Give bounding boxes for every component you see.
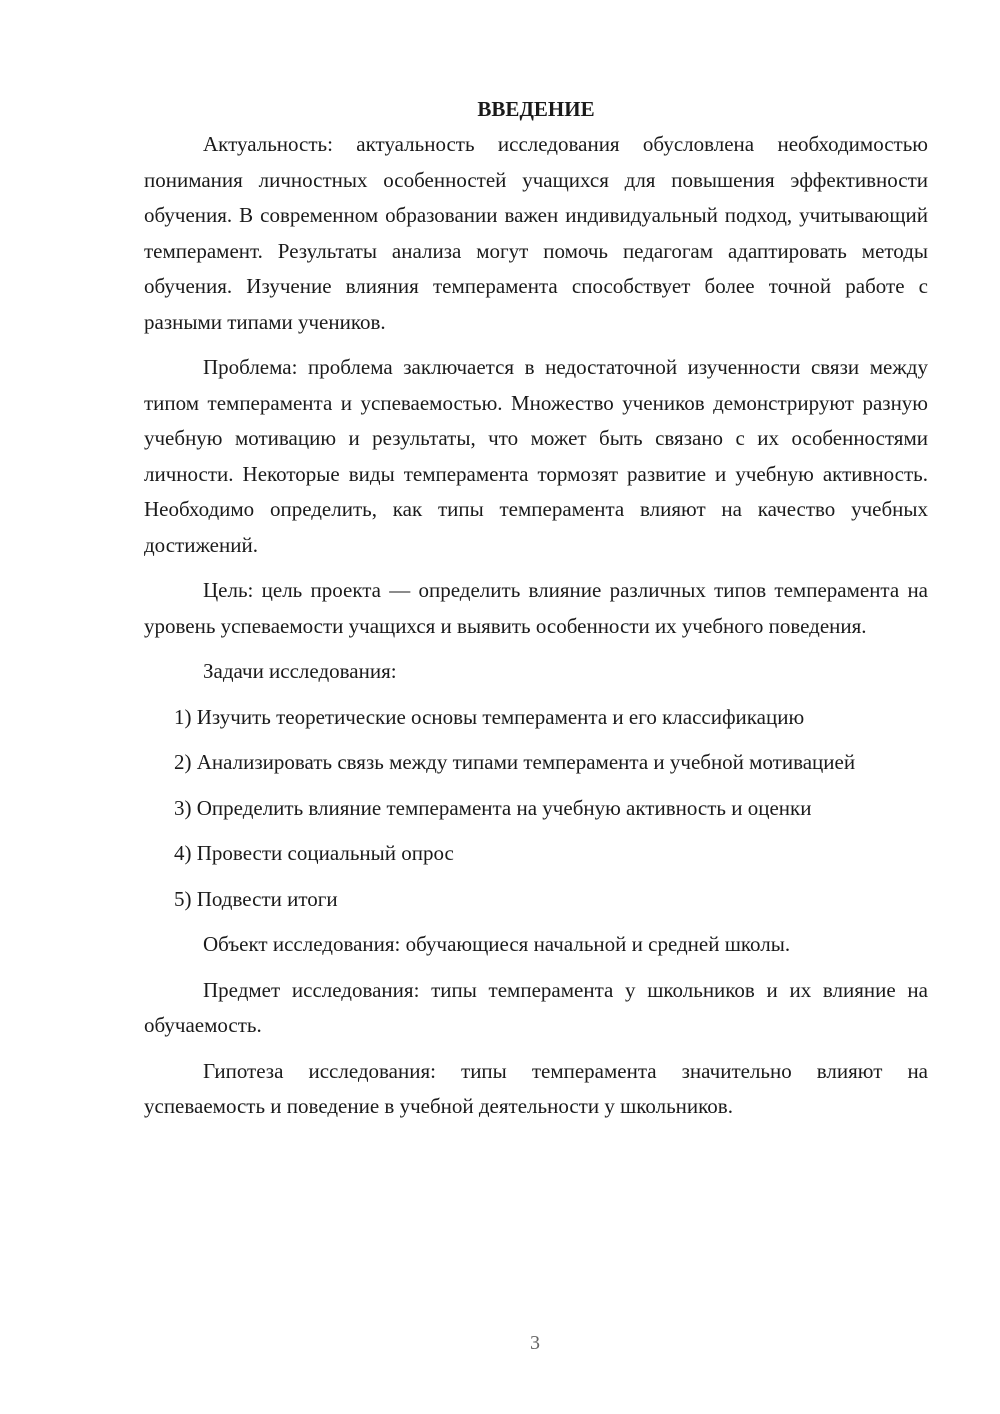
paragraph-relevance: Актуальность: актуальность исследования обусловлена необходимостью понимания личностных особенностей учащихся для повышения эффективности обучения. В современном образовании важен индивидуальный подход, учитывающий темперамент. Результаты анализа могут помочь педагогам адаптировать методы обучения. Изучение влияния темперамента способствует более точной работе с разными типами учеников. — [144, 132, 928, 334]
task-item: 3) Определить влияние темперамента на учебную активность и оценки — [174, 795, 812, 820]
tasks-heading: Задачи исследования: — [203, 659, 397, 683]
task-item: 2) Анализировать связь между типами темперамента и учебной мотивацией — [174, 750, 856, 774]
page-content — [144, 92, 928, 1135]
page-number: 3 — [530, 1332, 540, 1354]
paragraph-hypothesis: Гипотеза исследования: типы темперамента значительно влияют на успеваемость и поведение в учебной деятельности у школьников. — [144, 1058, 928, 1118]
task-item: 5) Подвести итоги — [174, 886, 338, 911]
paragraph-object: Объект исследования: обучающиеся начальной и средней школы. — [203, 932, 791, 956]
page-title: ВВЕДЕНИЕ — [477, 97, 595, 121]
paragraph-subject: Предмет исследования: типы темперамента у школьников и их влияние на обучаемость. — [144, 977, 928, 1037]
task-item: 4) Провести социальный опрос — [174, 841, 454, 865]
task-item: 1) Изучить теоретические основы темперамента и его классификацию — [174, 704, 805, 729]
paragraph-goal: Цель: цель проекта — определить влияние различных типов темперамента на уровень успеваемости учащихся и выявить особенности их учебного поведения. — [144, 578, 928, 638]
paragraph-problem: Проблема: проблема заключается в недостаточной изученности связи между типом темперамента и успеваемостью. Множество учеников демонстрируют разную учебную мотивацию и результаты, что может быть связано с их особенностями личности. Некоторые виды темперамента тормозят развитие и учебную активность. Необходимо определить, как типы темперамента влияют на качество учебных достижений. — [144, 355, 928, 557]
